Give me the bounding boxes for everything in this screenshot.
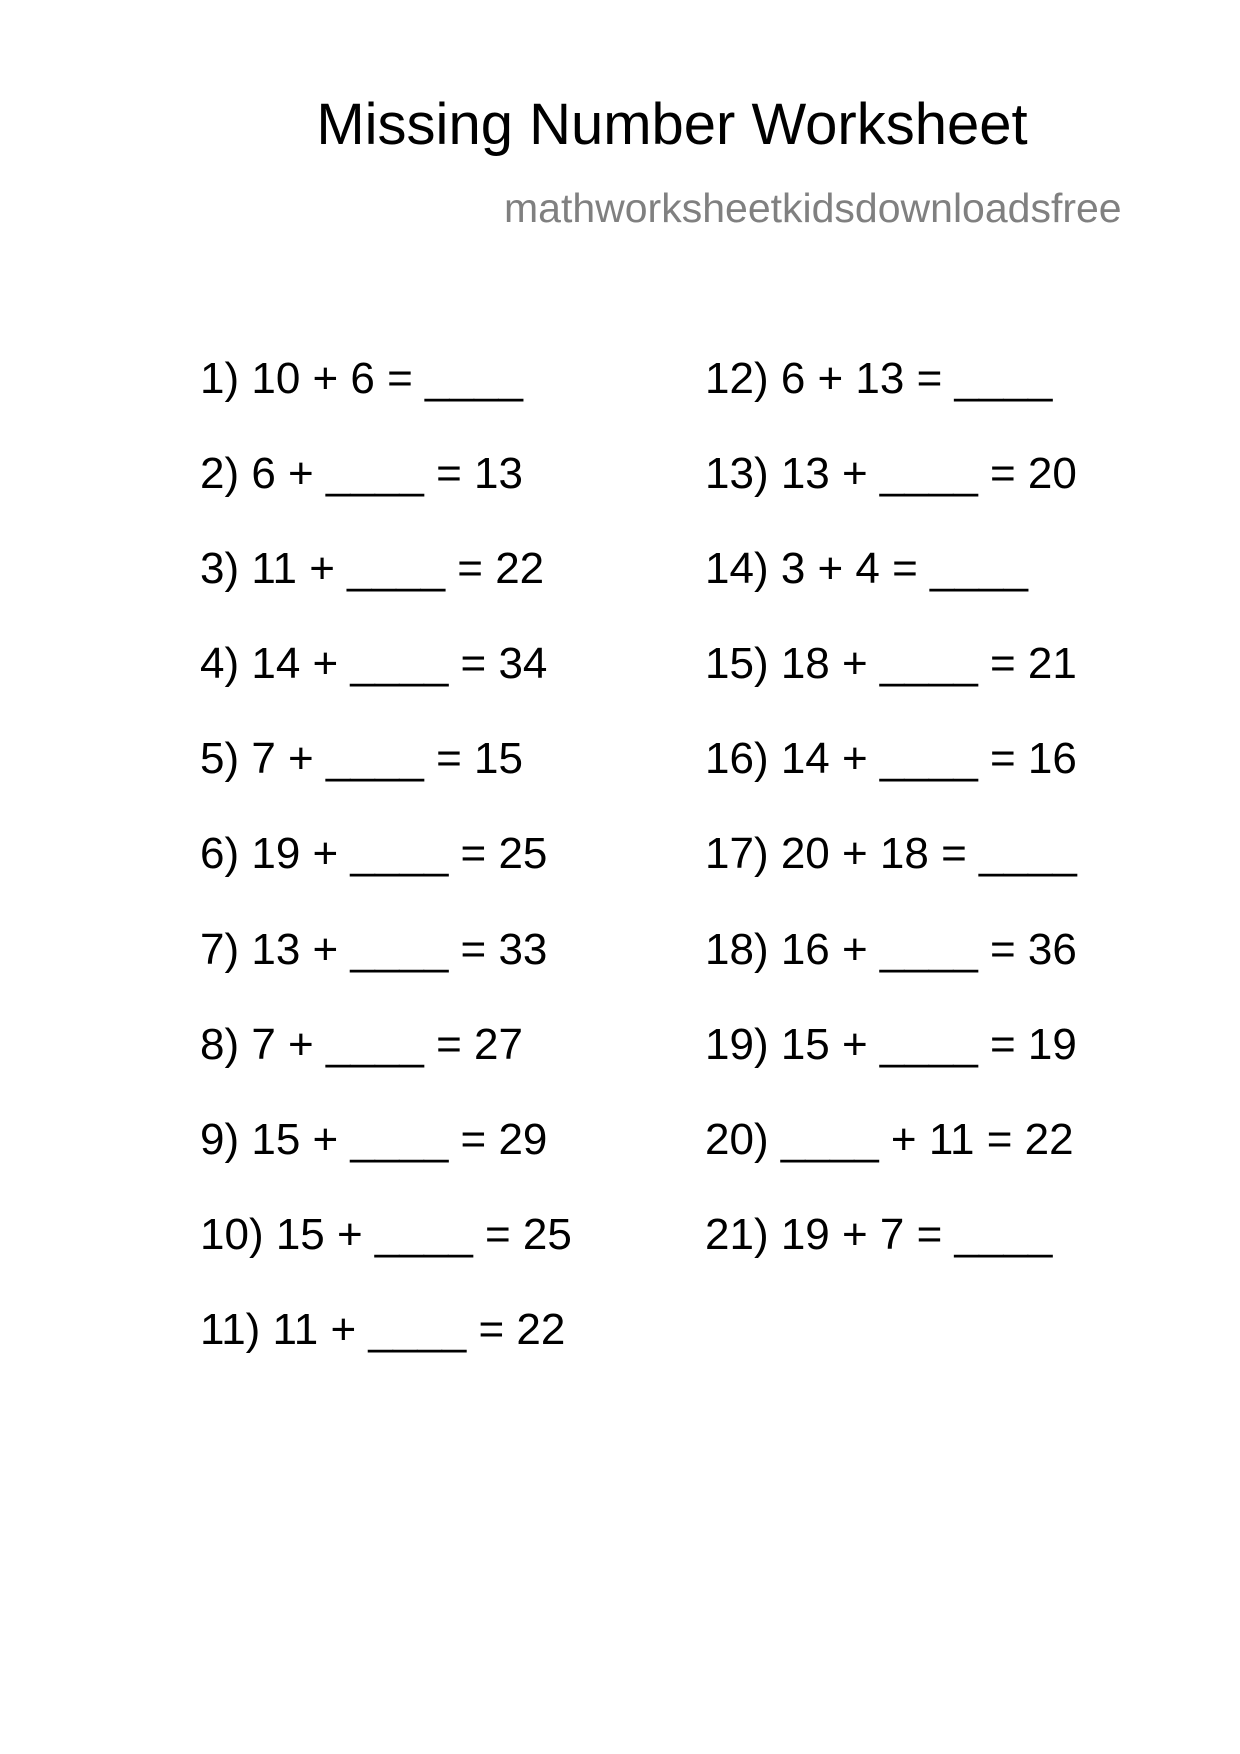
problem-17: 17) 20 + 18 = ____ [705,829,1077,878]
problem-1: 1) 10 + 6 = ____ [200,354,523,403]
problem-4: 4) 14 + ____ = 34 [200,639,548,688]
problem-7: 7) 13 + ____ = 33 [200,925,548,974]
problem-6: 6) 19 + ____ = 25 [200,829,548,878]
problem-11: 11) 11 + ____ = 22 [200,1305,566,1354]
problem-8: 8) 7 + ____ = 27 [200,1020,523,1069]
problem-19: 19) 15 + ____ = 19 [705,1020,1077,1069]
worksheet-title: Missing Number Worksheet [316,92,1028,157]
problem-15: 15) 18 + ____ = 21 [705,639,1077,688]
problem-20: 20) ____ + 11 = 22 [705,1115,1074,1164]
problem-12: 12) 6 + 13 = ____ [705,354,1053,403]
problem-21: 21) 19 + 7 = ____ [705,1210,1053,1259]
problem-5: 5) 7 + ____ = 15 [200,734,523,783]
problem-13: 13) 13 + ____ = 20 [705,449,1077,498]
problem-10: 10) 15 + ____ = 25 [200,1210,572,1259]
problem-9: 9) 15 + ____ = 29 [200,1115,548,1164]
problem-2: 2) 6 + ____ = 13 [200,449,523,498]
problem-18: 18) 16 + ____ = 36 [705,925,1077,974]
problem-16: 16) 14 + ____ = 16 [705,734,1077,783]
worksheet-source: mathworksheetkidsdownloadsfree [504,185,1122,231]
problem-14: 14) 3 + 4 = ____ [705,544,1028,593]
problem-3: 3) 11 + ____ = 22 [200,544,545,593]
